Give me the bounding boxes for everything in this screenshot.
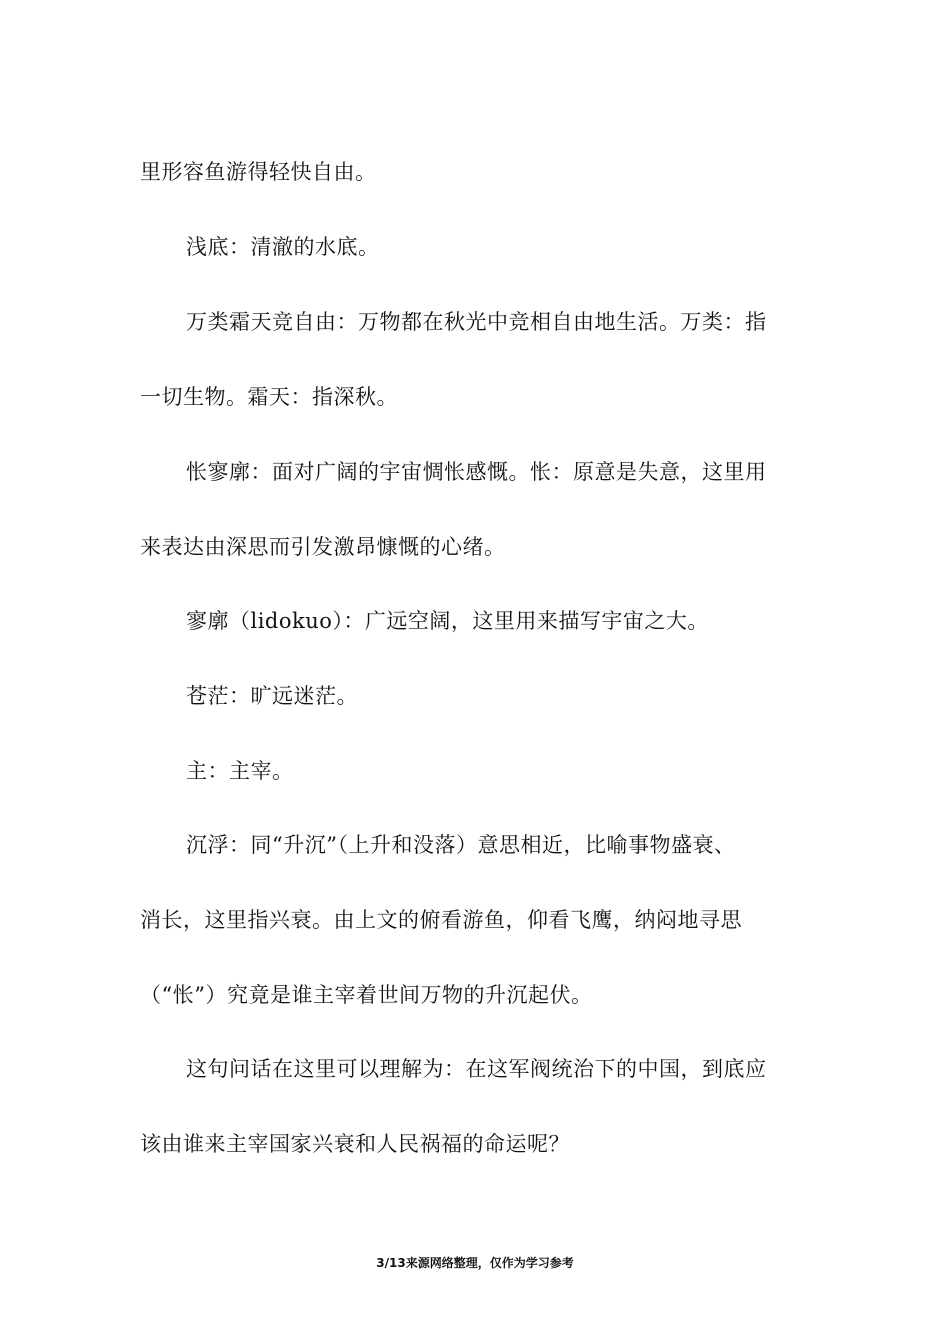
text-line-1: 里形容鱼游得轻快自由。 [140,160,377,184]
text-line-2: 浅底：清澈的水底。 [186,235,380,259]
text-line-9: 主：主宰。 [186,759,294,783]
text-line-12: （“怅”）究竟是谁主宰着世间万物的升沉起伏。 [140,983,593,1007]
text-line-4: 一切生物。霜天：指深秋。 [140,385,398,409]
text-line-11: 消长，这里指兴衰。由上文的俯看游鱼，仰看飞鹰，纳闷地寻思 [140,908,742,932]
text-line-3: 万类霜天竞自由：万物都在秋光中竞相自由地生活。万类：指 [186,310,767,334]
text-line-5: 怅寥廓：面对广阔的宇宙惆怅感慨。怅：原意是失意，这里用 [186,460,767,484]
text-line-14: 该由谁来主宰国家兴衰和人民祸福的命运呢？ [140,1132,570,1156]
text-line-13: 这句问话在这里可以理解为：在这军阀统治下的中国，到底应 [186,1057,767,1081]
text-line-10: 沉浮：同“升沉”（上升和没落）意思相近，比喻事物盛衰、 [186,833,736,857]
page-footer: 3/13来源网络整理，仅作为学习参考 [376,1256,574,1270]
text-line-7: 寥廓（lidokuo）：广远空阔，这里用来描写宇宙之大。 [186,609,709,633]
text-line-8: 苍茫：旷远迷茫。 [186,684,358,708]
text-line-6: 来表达由深思而引发激昂慷慨的心绪。 [140,535,506,559]
